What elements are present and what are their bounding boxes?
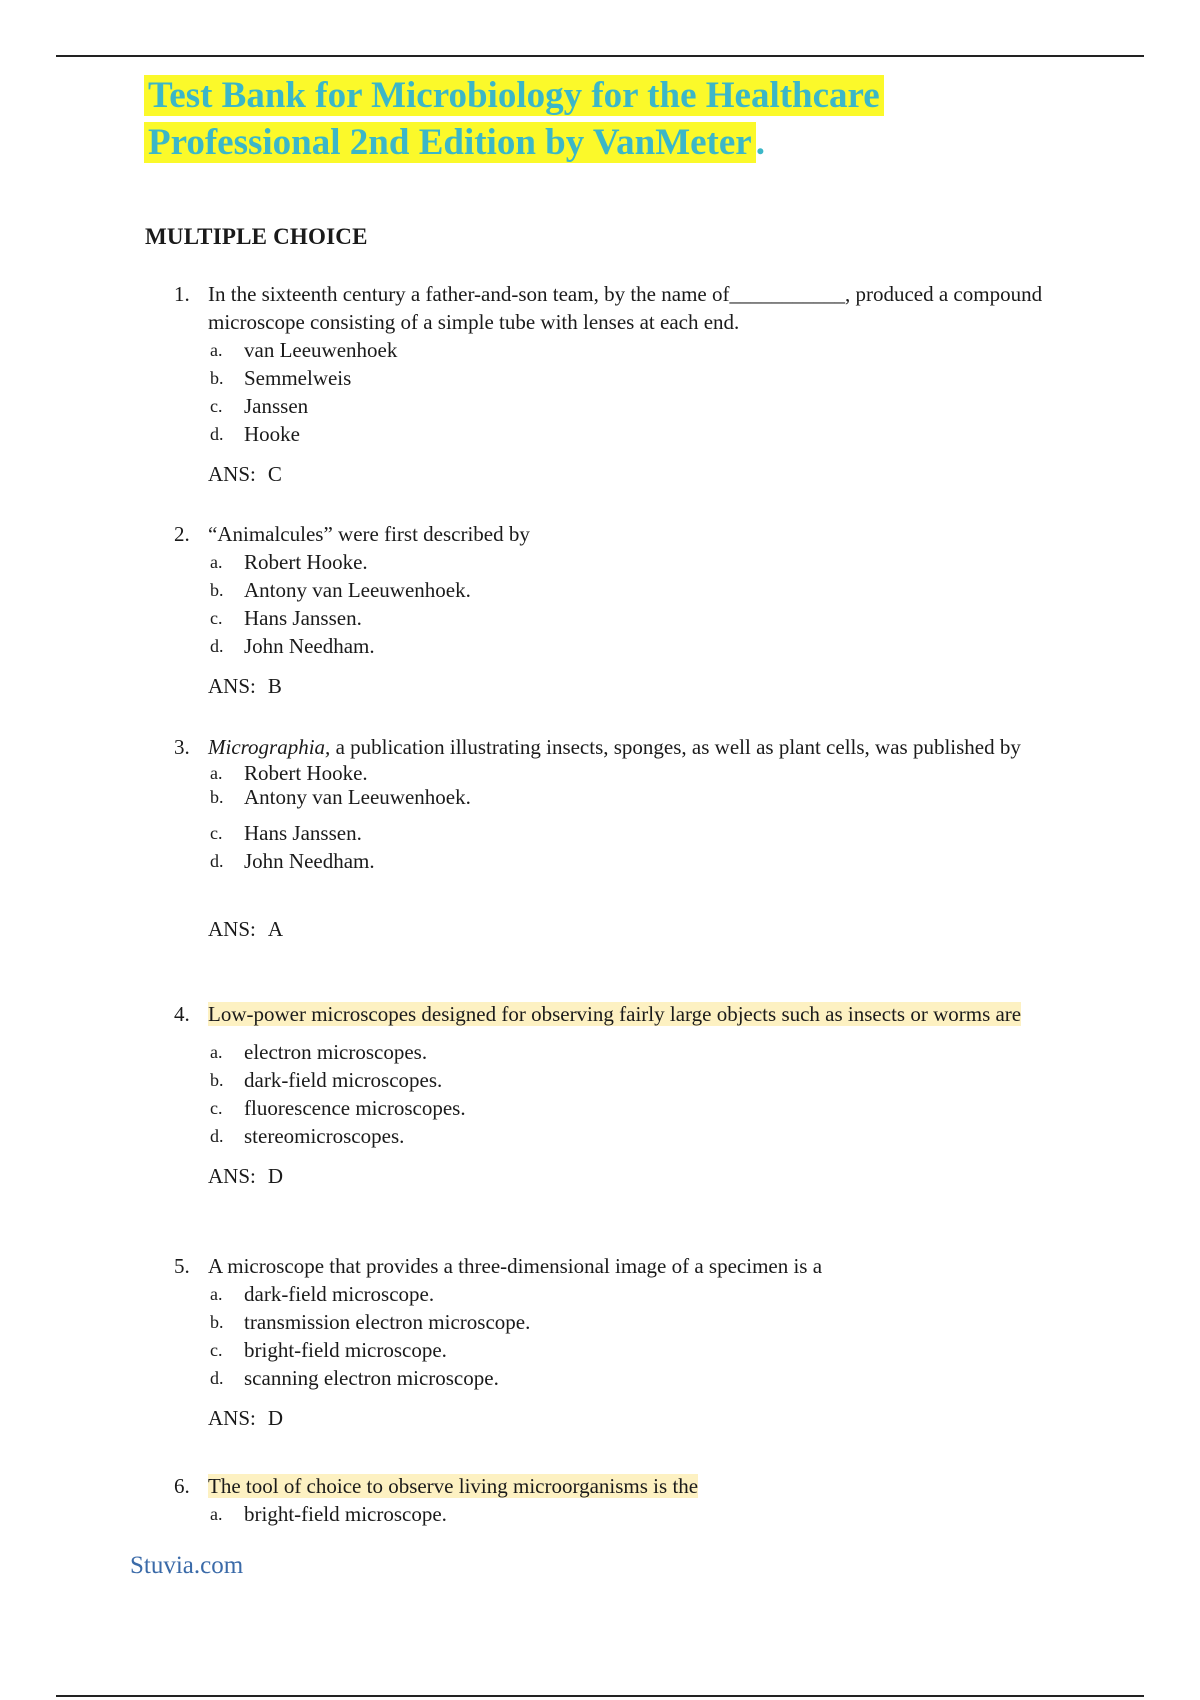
answer-value: A (267, 917, 284, 941)
question-stem-row (170, 1252, 1118, 1280)
option-item (208, 761, 1118, 785)
option-letter: d. (210, 851, 224, 871)
option-list (208, 1280, 1118, 1392)
option-letter: c. (210, 823, 223, 843)
question-stem-row (170, 733, 1118, 761)
answer-line (208, 1162, 1118, 1190)
option-text: scanning electron microscope. (244, 1366, 499, 1390)
question-3 (170, 733, 1118, 943)
question-5 (170, 1252, 1118, 1432)
answer-label: ANS: (208, 462, 256, 486)
question-stem-row (170, 520, 1118, 548)
question-stem-row (170, 1000, 1118, 1028)
option-letter: d. (210, 424, 224, 444)
answer-line (208, 672, 1118, 700)
question-1 (170, 280, 1118, 488)
question-stem: A microscope that provides a three-dimensional image of a specimen is a (208, 1254, 823, 1278)
question-stem-row (170, 1472, 1118, 1500)
answer-value: D (267, 1164, 284, 1188)
option-letter: b. (210, 1312, 224, 1332)
option-text: John Needham. (244, 849, 375, 873)
option-item (208, 632, 1118, 660)
option-item (208, 819, 1118, 847)
option-list (208, 548, 1118, 660)
answer-label: ANS: (208, 917, 256, 941)
question-number: 1. (174, 282, 190, 306)
option-text: Hooke (244, 422, 300, 446)
option-letter: b. (210, 1070, 224, 1090)
option-item (208, 364, 1118, 392)
option-letter: b. (210, 580, 224, 600)
option-letter: c. (210, 1340, 223, 1360)
option-text: van Leeuwenhoek (244, 338, 398, 362)
option-item (208, 1066, 1118, 1094)
option-letter: a. (210, 1284, 223, 1304)
answer-line (208, 915, 1118, 943)
question-number: 6. (174, 1474, 190, 1498)
answer-value: D (267, 1406, 284, 1430)
question-stem: “Animalcules” were first described by (208, 522, 530, 546)
option-letter: d. (210, 1368, 224, 1388)
title-period: . (755, 122, 765, 163)
option-letter: c. (210, 1098, 223, 1118)
question-6 (170, 1472, 1118, 1528)
option-letter: a. (210, 1504, 223, 1524)
answer-label: ANS: (208, 1406, 256, 1430)
question-stem-text: a publication illustrating insects, sponges, as well as plant cells, was published by (330, 735, 1021, 759)
document-title (144, 72, 1044, 166)
option-letter: c. (210, 396, 223, 416)
option-text: Hans Janssen. (244, 821, 362, 845)
option-item (208, 1122, 1118, 1150)
option-letter: a. (210, 1042, 223, 1062)
question-number: 2. (174, 522, 190, 546)
title-line-2: Professional 2nd Edition by VanMeter (144, 122, 756, 163)
option-item (208, 420, 1118, 448)
option-item (208, 785, 1118, 809)
top-rule (56, 55, 1144, 57)
option-text: John Needham. (244, 634, 375, 658)
question-number: 5. (174, 1254, 190, 1278)
section-heading: MULTIPLE CHOICE (145, 224, 368, 249)
answer-line (208, 1404, 1118, 1432)
option-text: bright-field microscope. (244, 1502, 447, 1526)
option-letter: d. (210, 1126, 224, 1146)
option-text: bright-field microscope. (244, 1338, 447, 1362)
option-text: dark-field microscopes. (244, 1068, 443, 1092)
option-list (208, 336, 1118, 448)
option-text: Janssen (244, 394, 309, 418)
question-number: 4. (174, 1002, 190, 1026)
option-item (208, 1280, 1118, 1308)
option-letter: c. (210, 608, 223, 628)
option-letter: b. (210, 368, 224, 388)
footer-brand-link[interactable]: Stuvia.com (130, 1552, 244, 1579)
question-stem (208, 735, 1021, 759)
option-item (208, 604, 1118, 632)
option-item (208, 336, 1118, 364)
question-4 (170, 1000, 1118, 1190)
option-item (208, 1094, 1118, 1122)
option-text: Antony van Leeuwenhoek. (244, 578, 471, 602)
question-stem (208, 1474, 698, 1498)
answer-label: ANS: (208, 674, 256, 698)
option-text: electron microscopes. (244, 1040, 428, 1064)
question-2 (170, 520, 1118, 700)
option-text: Robert Hooke. (244, 761, 368, 785)
option-text: fluorescence microscopes. (244, 1096, 466, 1120)
option-item (208, 392, 1118, 420)
option-item (208, 1364, 1118, 1392)
option-list (208, 1038, 1118, 1150)
option-item (208, 1038, 1118, 1066)
option-letter: a. (210, 552, 223, 572)
option-text: stereomicroscopes. (244, 1124, 405, 1148)
option-text: Antony van Leeuwenhoek. (244, 785, 471, 809)
option-item (208, 1336, 1118, 1364)
highlighted-stem: Low-power microscopes designed for observing fairly large objects such as insects or worms are (208, 1002, 1022, 1026)
question-number: 3. (174, 735, 190, 759)
option-item (208, 1500, 1118, 1528)
option-letter: a. (210, 340, 223, 360)
answer-value: C (267, 462, 282, 486)
highlighted-stem: The tool of choice to observe living microorganisms is the (208, 1474, 699, 1498)
option-letter: b. (210, 787, 224, 807)
answer-label: ANS: (208, 1164, 256, 1188)
question-stem (208, 1002, 1021, 1026)
option-text: Robert Hooke. (244, 550, 368, 574)
question-stem-row (170, 280, 1118, 336)
option-item (208, 1308, 1118, 1336)
option-letter: a. (210, 763, 223, 783)
option-text: dark-field microscope. (244, 1282, 435, 1306)
option-item (208, 576, 1118, 604)
question-stem: In the sixteenth century a father-and-son team, by the name of___________, produced a compound microscope consisting of a simple tube with lenses at each end. (208, 282, 1043, 334)
publication-title: Micrographia, (208, 735, 331, 759)
bottom-rule (56, 1695, 1144, 1697)
option-text: Semmelweis (244, 366, 352, 390)
option-letter: d. (210, 636, 224, 656)
option-text: transmission electron microscope. (244, 1310, 531, 1334)
answer-line (208, 460, 1118, 488)
title-line-1: Test Bank for Microbiology for the Healthcare (144, 75, 884, 116)
answer-value: B (267, 674, 282, 698)
option-list (208, 1500, 1118, 1528)
option-text: Hans Janssen. (244, 606, 362, 630)
option-list (208, 761, 1118, 875)
option-item (208, 847, 1118, 875)
option-item (208, 548, 1118, 576)
